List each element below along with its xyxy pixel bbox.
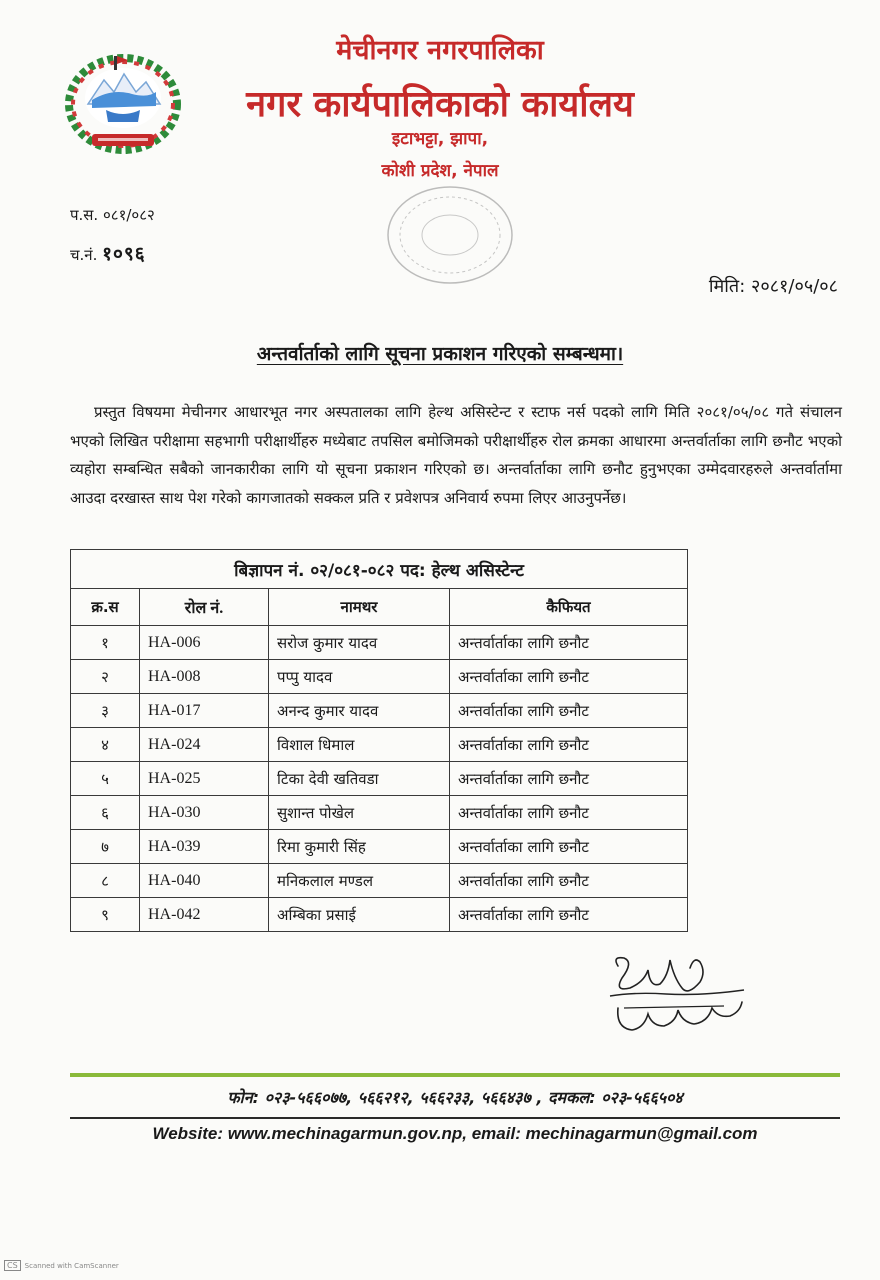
cell-roll: HA-025: [140, 762, 269, 796]
cell-serial: १: [71, 626, 140, 660]
table-row: [71, 694, 688, 728]
cell-roll: HA-008: [140, 660, 269, 694]
reference-number: प.स. ०८१/०८२: [70, 206, 155, 224]
table-header-row: [71, 589, 688, 626]
scanner-badge: [4, 1260, 119, 1271]
office-name: नगर कार्यपालिकाको कार्यालय: [246, 84, 634, 125]
cell-roll: HA-040: [140, 864, 269, 898]
office-seal-icon: [380, 180, 520, 290]
address-line-2: कोशी प्रदेश, नेपाल: [381, 161, 499, 181]
cell-serial: ५: [71, 762, 140, 796]
cell-remarks: अन्तर्वार्ताका लागि छनौट: [450, 830, 688, 864]
cell-remarks: अन्तर्वार्ताका लागि छनौट: [450, 626, 688, 660]
col-header-roll: रोल नं.: [140, 589, 269, 626]
footer-divider-green: [70, 1073, 840, 1077]
cell-remarks: अन्तर्वार्ताका लागि छनौट: [450, 864, 688, 898]
address-line-1: इटाभट्टा, झापा,: [391, 129, 489, 149]
cell-name: सरोज कुमार यादव: [269, 626, 450, 660]
table-row: [71, 864, 688, 898]
nepal-emblem-icon: [62, 48, 184, 156]
col-header-remarks: कैफियत: [450, 589, 688, 626]
cell-remarks: अन्तर्वार्ताका लागि छनौट: [450, 762, 688, 796]
cell-remarks: अन्तर्वार्ताका लागि छनौट: [450, 728, 688, 762]
cell-remarks: अन्तर्वार्ताका लागि छनौट: [450, 898, 688, 932]
table-row: [71, 762, 688, 796]
dispatch-value: १०९६: [102, 243, 146, 265]
cell-roll: HA-042: [140, 898, 269, 932]
cell-remarks: अन्तर्वार्ताका लागि छनौट: [450, 694, 688, 728]
cell-name: टिका देवी खतिवडा: [269, 762, 450, 796]
cell-serial: ३: [71, 694, 140, 728]
col-header-serial: क्र.स: [71, 589, 140, 626]
cell-roll: HA-006: [140, 626, 269, 660]
table-row: [71, 830, 688, 864]
table-row: [71, 796, 688, 830]
cell-name: अम्बिका प्रसाई: [269, 898, 450, 932]
cell-name: पप्पु यादव: [269, 660, 450, 694]
cell-name: अनन्द कुमार यादव: [269, 694, 450, 728]
scanner-text: Scanned with CamScanner: [24, 1261, 119, 1270]
cell-serial: ६: [71, 796, 140, 830]
table-row: [71, 626, 688, 660]
table-row: [71, 898, 688, 932]
table-row: [71, 660, 688, 694]
subject-text: अन्तर्वार्ताको लागि सूचना प्रकाशन गरिएको सम्बन्धमा।: [256, 343, 624, 365]
cell-serial: ८: [71, 864, 140, 898]
col-header-name: नामथर: [269, 589, 450, 626]
cell-roll: HA-030: [140, 796, 269, 830]
website-email: Website: www.mechinagarmun.gov.np, email: mechinagarmun@gmail.com: [152, 1124, 758, 1143]
cell-name: रिमा कुमारी सिंह: [269, 830, 450, 864]
cell-roll: HA-039: [140, 830, 269, 864]
cell-remarks: अन्तर्वार्ताका लागि छनौट: [450, 796, 688, 830]
cell-serial: ७: [71, 830, 140, 864]
contact-phones: फोन: ०२३-५६६०७७, ५६६२१२, ५६६२३३, ५६६४३७ , दमकल: ०२३-५६६५०४: [227, 1088, 683, 1107]
cell-remarks: अन्तर्वार्ताका लागि छनौट: [450, 660, 688, 694]
subject-line: [0, 340, 880, 366]
cell-serial: ४: [71, 728, 140, 762]
issue-date: मिति: २०८१/०५/०८: [708, 276, 838, 297]
notice-body: प्रस्तुत विषयमा मेचीनगर आधारभूत नगर अस्पतालका लागि हेल्थ असिस्टेन्ट र स्टाफ नर्स पदको लागि मिति २०८१/०५/०८ गते संचालन भएको लिखित परीक्षामा सहभागी परीक्षार्थीहरु मध्येबाट तपसिल बमोजिमको परीक्षार्थीहरु रोल क्रमका आधारमा अन्तर्वार्ताका लागि छनौट भएको व्यहोरा सम्बन्धित सबैको जानकारीका लागि यो सूचना प्रकाशन गरिएको छ। अन्तर्वार्ताका लागि छनौट हुनुभएका उम्मेदवारहरुले अन्तर्वार्तामा आउदा दरखास्त साथ पेश गरेको कागजातको सक्कल प्रति र प्रवेशपत्र अनिवार्य रुपमा लिएर आउनुपर्नेछ।: [70, 403, 842, 507]
dispatch-label: च.नं.: [70, 246, 98, 264]
camscanner-icon: CS: [4, 1260, 21, 1271]
cell-roll: HA-017: [140, 694, 269, 728]
shortlist-table: [70, 549, 688, 932]
dispatch-number: [70, 240, 146, 266]
signature-icon: [604, 948, 754, 1043]
cell-roll: HA-024: [140, 728, 269, 762]
cell-name: विशाल धिमाल: [269, 728, 450, 762]
footer-divider-dark: [70, 1117, 840, 1119]
municipality-name: मेचीनगर नगरपालिका: [336, 35, 544, 66]
table-row: [71, 728, 688, 762]
table-caption: बिज्ञापन नं. ०२/०८१-०८२ पद: हेल्थ असिस्टेन्ट: [71, 550, 688, 589]
cell-name: मनिकलाल मण्डल: [269, 864, 450, 898]
cell-serial: ९: [71, 898, 140, 932]
cell-serial: २: [71, 660, 140, 694]
cell-name: सुशान्त पोखेल: [269, 796, 450, 830]
